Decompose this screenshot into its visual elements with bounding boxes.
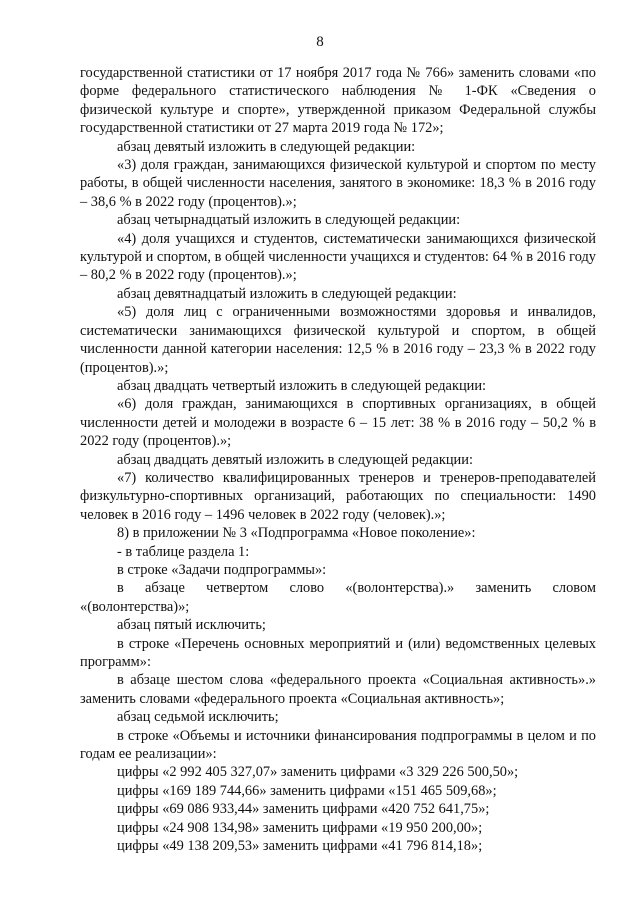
paragraph: в строке «Задачи подпрограммы»: — [117, 561, 327, 578]
paragraph: цифры «24 908 134,98» заменить цифрами «19 950 200,00»; — [117, 819, 483, 836]
paragraph: - в таблице раздела 1: — [117, 543, 250, 560]
paragraph: абзац седьмой исключить; — [117, 709, 279, 726]
paragraph: «4) доля учащихся и студентов, систематически занимающихся физической культурой и спортом, в общей численности учащихся и студентов: 64 % в 2016 году – 80,2 % в 2022 году (процентов).»; — [80, 230, 596, 284]
paragraph: 8) в приложении № 3 «Подпрограмма «Новое поколение»: — [117, 525, 476, 542]
paragraph: «7) количество квалифицированных тренеров и тренеров-преподавателей физкультурно-спортивных организаций, работающих по специальности: 1490 человек в 2016 году – 1496 человек в 2022 году (человек).»; — [80, 469, 596, 523]
paragraph: в строке «Перечень основных мероприятий и (или) ведомственных целевых программ»: — [80, 635, 596, 670]
document-body — [80, 64, 596, 855]
paragraph: абзац девятнадцатый изложить в следующей редакции: — [117, 285, 457, 302]
paragraph: абзац двадцать четвертый изложить в следующей редакции: — [117, 377, 487, 394]
paragraph: в абзаце шестом слова «федерального проекта «Социальная активность».» заменить словами «федерального проекта «Социальная активность»; — [80, 672, 596, 707]
paragraph: цифры «2 992 405 327,07» заменить цифрами «3 329 226 500,50»; — [117, 764, 519, 781]
paragraph: абзац двадцать девятый изложить в следующей редакции: — [117, 451, 473, 468]
paragraph: абзац девятый изложить в следующей редакции: — [117, 138, 416, 155]
page-number: 8 — [316, 34, 324, 50]
paragraph: цифры «49 138 209,53» заменить цифрами «41 796 814,18»; — [117, 838, 483, 855]
paragraph: цифры «169 189 744,66» заменить цифрами «151 465 509,68»; — [117, 782, 497, 799]
paragraph: в абзаце четвертом слово «(волонтерства).» заменить словом «(волонтерства)»; — [80, 580, 596, 615]
paragraph: «3) доля граждан, занимающихся физической культурой и спортом по месту работы, в общей численности населения, занятого в экономике: 18,3 % в 2016 году – 38,6 % в 2022 году (процентов).»; — [80, 157, 596, 210]
paragraph: абзац пятый исключить; — [117, 617, 266, 634]
paragraph: цифры «69 086 933,44» заменить цифрами «420 752 641,75»; — [117, 801, 490, 818]
paragraph: «5) доля лиц с ограниченными возможностями здоровья и инвалидов, систематически занимающихся физической культурой и спортом, в общей численности данной категории населения: 12,5 % в 2016 году – 23,3 % в 2022 году (процентов).»; — [80, 304, 596, 376]
paragraph: государственной статистики от 17 ноября 2017 года № 766» заменить словами «по форме федерального статистического наблюдения № 1-ФК «Сведения о физической культуре и спорте», утвержденной приказом Федеральной службы государственной статистики от 27 марта 2019 года № 172»; — [80, 65, 596, 137]
paragraph: «6) доля граждан, занимающихся в спортивных организациях, в общей численности детей и молодежи в возрасте 6 – 15 лет: 38 % в 2016 году – 50,2 % в 2022 году (процентов).»; — [80, 396, 596, 450]
paragraph: абзац четырнадцатый изложить в следующей редакции: — [117, 212, 461, 229]
paragraph: в строке «Объемы и источники финансирования подпрограммы в целом и по годам ее реализации»: — [80, 727, 596, 763]
